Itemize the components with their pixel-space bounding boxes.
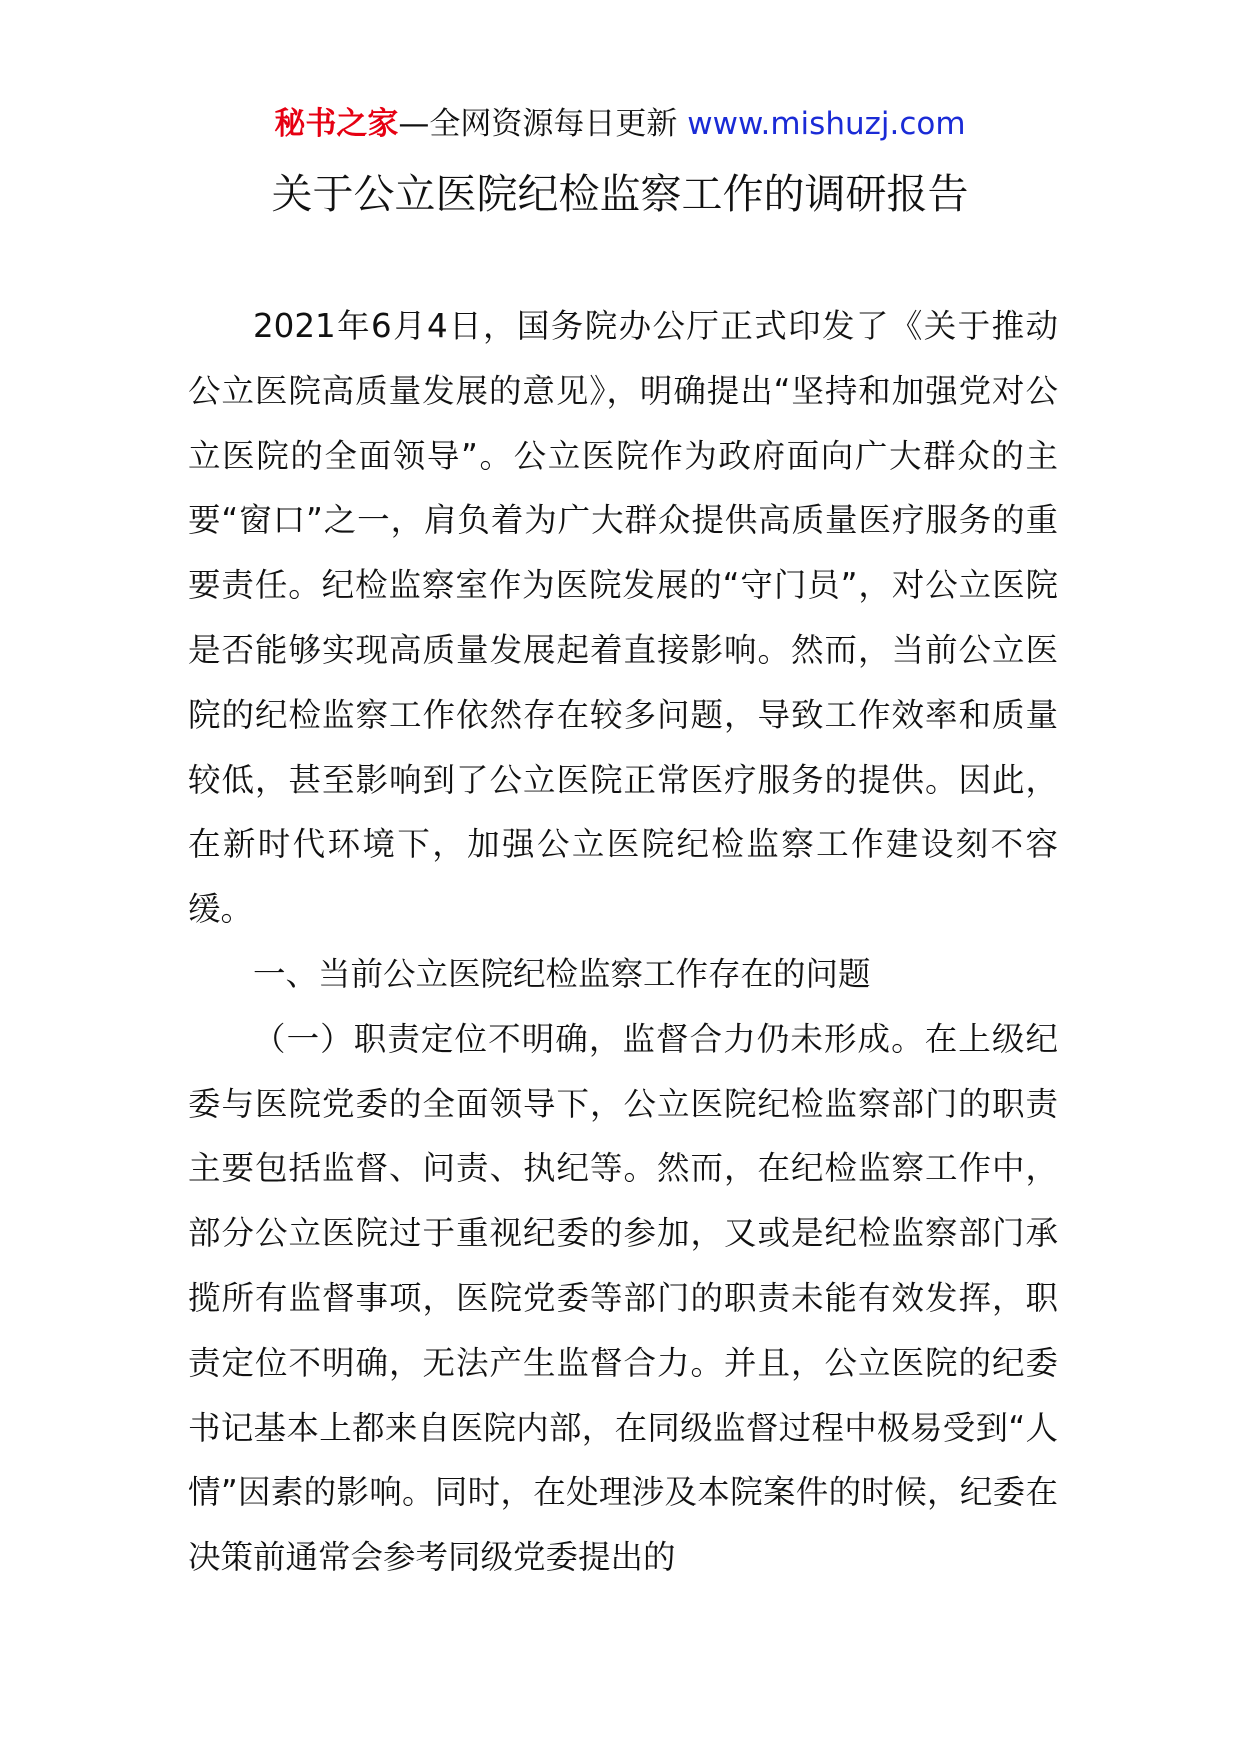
intro-paragraph: 2021年6月4日，国务院办公厅正式印发了《关于推动公立医院高质量发展的意见》，明确提出“坚持和加强党对公立医院的全面领导”。公立医院作为政府面向广大群众的主要“窗口”之一，肩负着为广大群众提供高质量医疗服务的重要责任。纪检监察室作为医院发展的“守门员”，对公立医院是否能够实现高质量发展起着直接影响。然而，当前公立医院的纪检监察工作依然存在较多问题，导致工作效率和质量较低，甚至影响到了公立医院正常医疗服务的提供。因此，在新时代环境下，加强公立医院纪检监察工作建设刻不容缓。 [188, 307, 1058, 929]
section-heading: 一、当前公立医院纪检监察工作存在的问题 [253, 954, 871, 993]
header-tagline: —全网资源每日更新 [398, 106, 678, 142]
document-title: 关于公立医院纪检监察工作的调研报告 [271, 170, 969, 218]
brand-name: 秘书之家 [274, 106, 399, 142]
document-body [188, 294, 1058, 1590]
site-header-banner [0, 104, 1240, 144]
body-paragraph: （一）职责定位不明确，监督合力仍未形成。在上级纪委与医院党委的全面领导下，公立医院纪检监察部门的职责主要包括监督、问责、执纪等。然而，在纪检监察工作中，部分公立医院过于重视纪委的参加，又或是纪检监察部门承揽所有监督事项，医院党委等部门的职责未能有效发挥，职责定位不明确，无法产生监督合力。并且，公立医院的纪委书记基本上都来自医院内部，在同级监督过程中极易受到“人情”因素的影响。同时，在处理涉及本院案件的时候，纪委在决策前通常会参考同级党委提出的 [188, 1019, 1058, 1577]
site-url-link[interactable]: www.mishuzj.com [687, 106, 966, 142]
